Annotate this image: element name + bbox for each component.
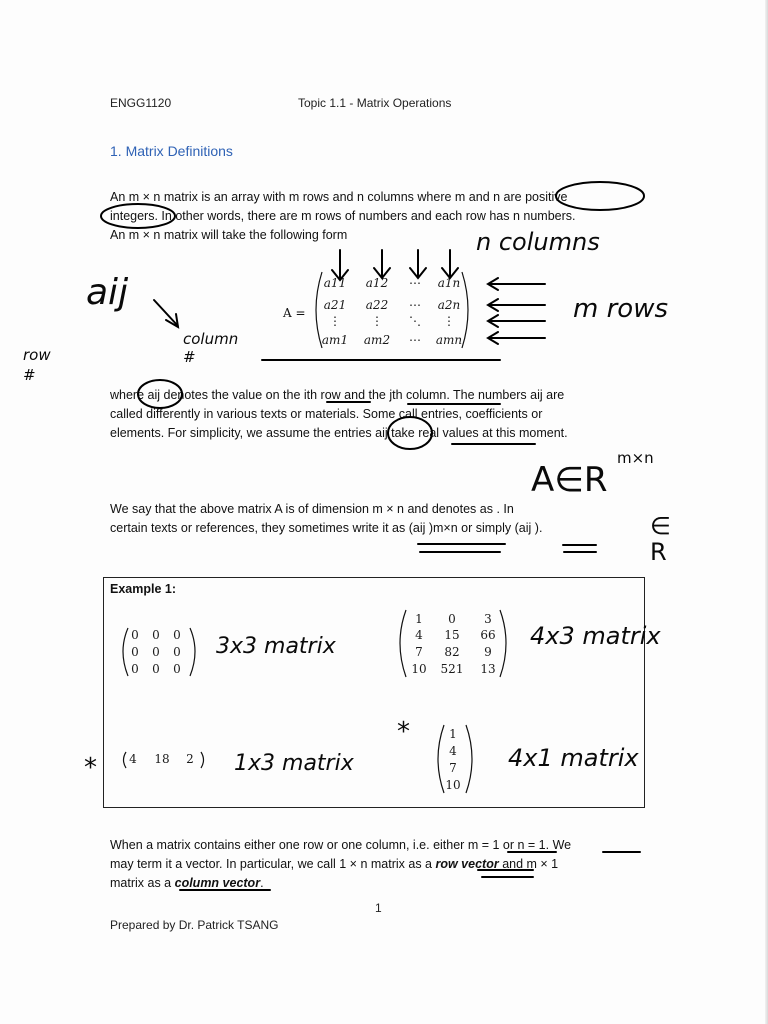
vectors-line-3-tail: . — [260, 876, 264, 890]
example-title: Example 1: — [110, 582, 177, 596]
handwritten-row-hash: row # — [23, 346, 51, 384]
matrix-entry: 13 — [480, 662, 496, 676]
vectors-line-2-tail: and m × 1 — [502, 857, 559, 871]
matrix-entry: 0 — [173, 662, 181, 676]
definition-line-2: called differently in various texts or materials. Some call entries, coefficients or — [110, 407, 543, 421]
matrix-entry: 66 — [480, 628, 496, 642]
handwritten-star-left: * — [84, 753, 97, 783]
matrix-entry: ⋮ — [371, 314, 383, 328]
handwritten-a-in-r: A∈R — [531, 460, 608, 500]
handwritten-strokes — [101, 182, 644, 890]
matrix-entry: amn — [435, 333, 463, 347]
matrix-entry: 0 — [173, 628, 181, 642]
matrix-entry: ⋮ — [329, 314, 341, 328]
handwritten-in-r: ∈ R — [650, 512, 671, 566]
footer-author: Prepared by Dr. Patrick TSANG — [110, 918, 279, 932]
matrix-entry: 0 — [448, 612, 456, 626]
matrix-entry: a11 — [323, 276, 347, 290]
handwritten-3x3-label: 3x3 matrix — [216, 634, 336, 659]
vectors-line-3-text: matrix as a — [110, 876, 172, 890]
matrix-entry: 0 — [131, 662, 139, 676]
matrix-entry: ⋱ — [409, 314, 421, 328]
matrix-entry: ⋯ — [409, 333, 421, 347]
handwritten-4x3-label: 4x3 matrix — [530, 622, 661, 650]
matrix-lhs: A = — [283, 306, 306, 320]
vector-entry: 10 — [445, 778, 461, 792]
handwritten-star-column: * — [397, 717, 410, 747]
vectors-line-2-text: may term it a vector. In particular, we call 1 × n matrix as a — [110, 857, 432, 871]
matrix-entry: ⋯ — [409, 298, 421, 312]
matrix-entry: 7 — [415, 645, 423, 659]
matrix-entry: 4 — [415, 628, 423, 642]
matrix-entry: a21 — [323, 298, 347, 312]
vector-entry: 18 — [154, 752, 170, 766]
handwritten-n-columns: n columns — [476, 228, 600, 256]
matrix-entry: 1 — [415, 612, 423, 626]
intro-line-2: integers. In other words, there are m rows of numbers and each row has n numbers. — [110, 209, 576, 223]
matrix-entry: 0 — [152, 628, 160, 642]
matrix-entry: a22 — [365, 298, 389, 312]
matrix-entry: 9 — [484, 645, 492, 659]
course-code: ENGG1120 — [110, 96, 172, 110]
matrix-entry: 0 — [152, 662, 160, 676]
vector-entry: 1 — [449, 727, 457, 741]
dimension-line-1: We say that the above matrix A is of dimension m × n and denotes as . In — [110, 502, 514, 516]
matrix-entry: 521 — [440, 662, 464, 676]
vector-entry: 4 — [129, 752, 137, 766]
matrix-entry: 0 — [173, 645, 181, 659]
matrix-entry: am2 — [363, 333, 391, 347]
handwritten-column-hash: column # — [183, 330, 239, 366]
dimension-line-2: certain texts or references, they sometimes write it as (aij )m×n or simply (aij ). — [110, 521, 543, 535]
vector-entry: 2 — [186, 752, 194, 766]
topic-title: Topic 1.1 - Matrix Operations — [298, 96, 452, 110]
page-number: 1 — [375, 901, 382, 915]
matrix-entry: 0 — [131, 645, 139, 659]
intro-line-1: An m × n matrix is an array with m rows and n columns where m and n are positive — [110, 190, 568, 204]
handwritten-aij: aij — [86, 272, 129, 313]
intro-line-3: An m × n matrix will take the following form — [110, 228, 348, 242]
matrix-entry: am1 — [321, 333, 349, 347]
matrix-entry: a1n — [437, 276, 461, 290]
matrix-entry: 3 — [484, 612, 492, 626]
matrix-entry: 10 — [411, 662, 427, 676]
matrix-entry: ⋯ — [409, 276, 421, 290]
definition-line-1: where aij denotes the value on the ith row and the jth column. The numbers aij are — [110, 388, 565, 402]
handwritten-mxn: m×n — [617, 449, 654, 467]
definition-line-3: elements. For simplicity, we assume the entries aij take real values at this moment. — [110, 426, 568, 440]
matrix-entry: 82 — [444, 645, 460, 659]
section-heading: 1. Matrix Definitions — [110, 143, 233, 159]
vector-entry: 4 — [449, 744, 457, 758]
matrix-entry: 0 — [152, 645, 160, 659]
handwritten-1x3-label: 1x3 matrix — [234, 751, 354, 776]
row-vector-term: row vector — [435, 857, 499, 871]
matrix-entry: 0 — [131, 628, 139, 642]
column-vector-term: column vector — [174, 876, 261, 890]
handwritten-4x1-label: 4x1 matrix — [508, 744, 639, 772]
matrix-brackets — [123, 272, 506, 793]
vector-entry: 7 — [449, 761, 457, 775]
matrix-entry: a2n — [437, 298, 461, 312]
matrix-entry: a12 — [365, 276, 389, 290]
vectors-line-1: When a matrix contains either one row or one column, i.e. either m = 1 or n = 1. We — [110, 838, 572, 852]
matrix-entry: 15 — [444, 628, 460, 642]
handwritten-m-rows: m rows — [573, 294, 668, 324]
matrix-entry: ⋮ — [443, 314, 455, 328]
